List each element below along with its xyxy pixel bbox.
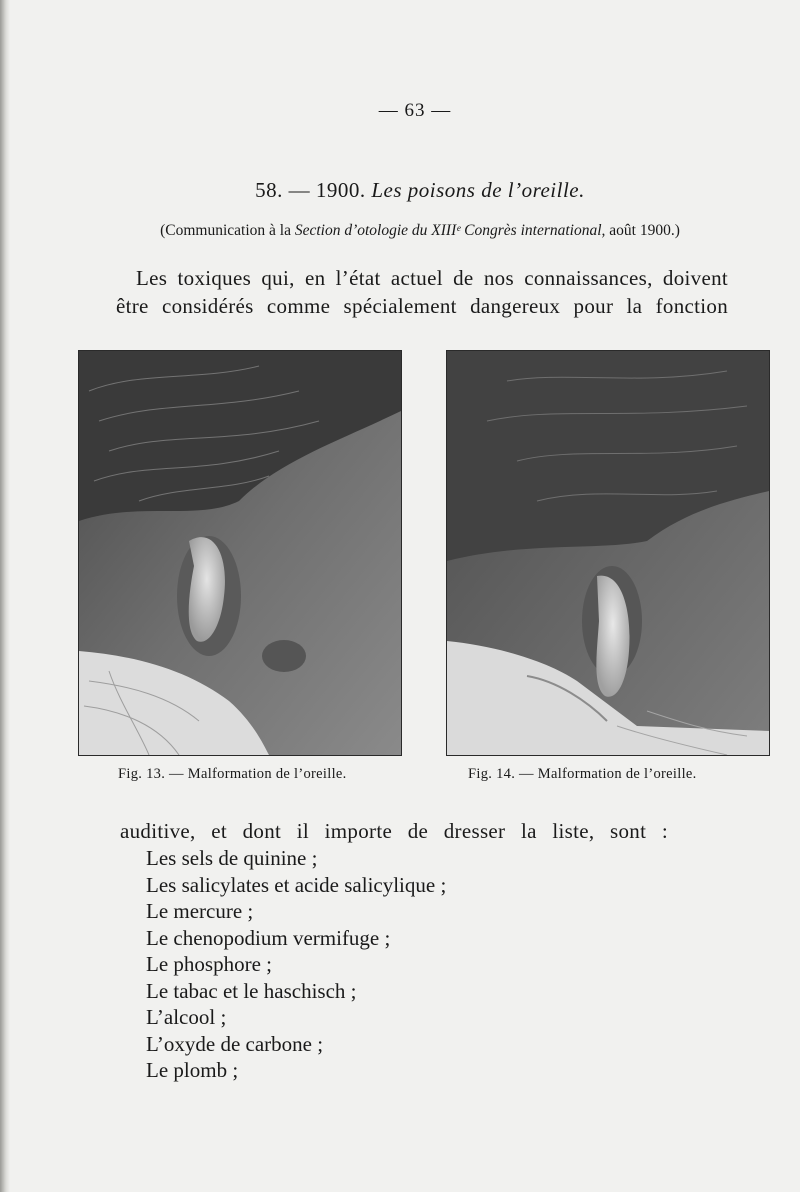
page-number: — 63 —	[378, 100, 452, 121]
figure-14-photo	[446, 350, 770, 756]
body-paragraph-2: auditive, et dont il importe de dresser la liste, sont :	[120, 819, 668, 843]
list-item: Le plomb ;	[146, 1058, 239, 1082]
toxins-list	[146, 845, 446, 1084]
paragraph-line: être considérés comme spécialement dangereux pour la fonction	[116, 294, 728, 318]
list-item: Le tabac et le haschisch ;	[146, 978, 357, 1003]
paragraph-line: Les toxiques qui, en l’état actuel de nos connaissances, doivent	[136, 266, 728, 290]
list-item: Le chenopodium vermifuge ;	[146, 925, 391, 950]
list-item: Le phosphore ;	[146, 952, 272, 976]
subheading-prefix: (Communication à la	[160, 222, 291, 239]
ear-photo-14	[447, 351, 769, 755]
section-number: 58. — 1900.	[255, 178, 366, 202]
figure-13-caption: Fig. 13. — Malformation de l’oreille.	[118, 766, 347, 782]
figure-14-caption: Fig. 14. — Malformation de l’oreille.	[468, 766, 697, 782]
section-title: Les poisons de l’oreille.	[371, 178, 585, 202]
figure-13-photo	[78, 350, 402, 756]
body-paragraph-1	[116, 264, 728, 320]
subheading-italic: Section d’otologie du XIIIᵉ Congrès international,	[294, 222, 606, 239]
section-heading	[0, 178, 800, 203]
list-item: L’oxyde de carbone ;	[146, 1031, 324, 1056]
list-item: Le mercure ;	[146, 899, 254, 923]
list-item: Les sels de quinine ;	[146, 846, 318, 870]
list-item: L’alcool ;	[146, 1005, 227, 1029]
ear-photo-13	[79, 351, 401, 755]
section-subheading	[0, 222, 800, 240]
subheading-suffix: août 1900.)	[609, 222, 680, 239]
list-item: Les salicylates et acide salicylique ;	[146, 872, 447, 897]
